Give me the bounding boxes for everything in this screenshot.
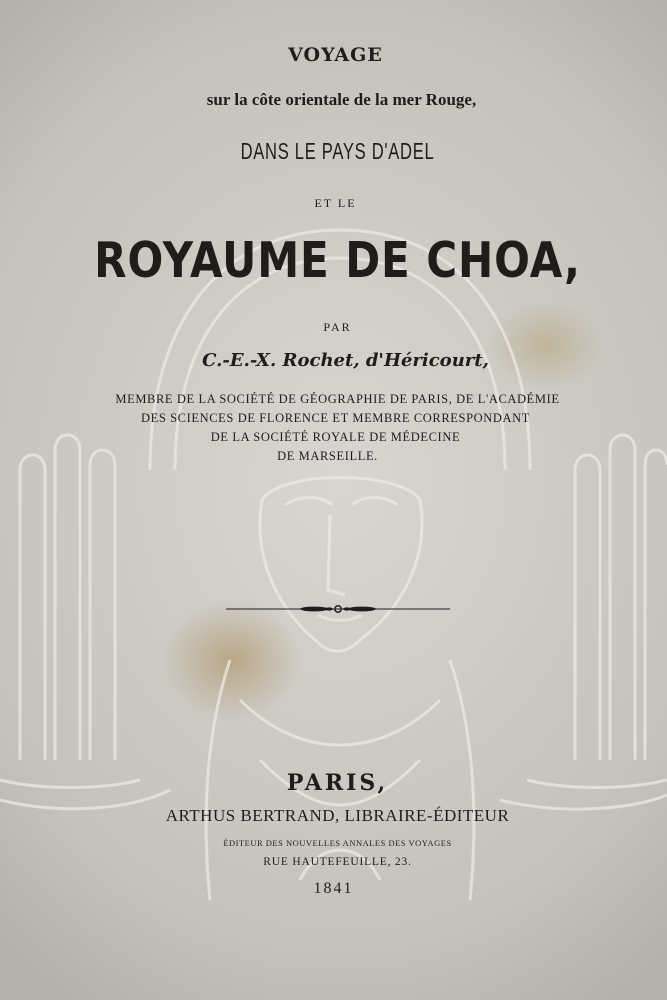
city-imprint: PARIS, — [286, 770, 389, 796]
title-line-voyage: VOYAGE — [288, 44, 383, 66]
membership-line: DE LA SOCIÉTÉ ROYALE DE MÉDECINE — [210, 430, 461, 444]
publisher-address: RUE HAUTEFEUILLE, 23. — [263, 856, 412, 868]
title-line-royaume-de-choa: ROYAUME DE CHOA, — [94, 232, 581, 289]
publisher-name: ARTHUS BERTRAND, LIBRAIRE-ÉDITEUR — [165, 806, 510, 825]
par-label: PAR — [323, 320, 352, 334]
ornamental-rule-icon — [226, 603, 450, 615]
publication-year: 1841 — [313, 880, 354, 897]
membership-line: DE MARSEILLE. — [277, 449, 378, 463]
title-line-subtitle: sur la côte orientale de la mer Rouge, — [206, 90, 477, 109]
title-line-pays-adel: DANS LE PAYS D'ADEL — [240, 138, 435, 164]
membership-line: MEMBRE DE LA SOCIÉTÉ DE GÉOGRAPHIE DE PARIS, DE L'ACADÉMIE — [115, 392, 560, 406]
membership-line: DES SCIENCES DE FLORENCE ET MEMBRE CORRESPONDANT — [140, 411, 531, 425]
title-line-et-le: ET LE — [314, 196, 357, 210]
publisher-note: ÉDITEUR DES NOUVELLES ANNALES DES VOYAGES — [223, 838, 452, 848]
author-name: C.-E.-X. Rochet, d'Héricourt, — [202, 350, 489, 371]
